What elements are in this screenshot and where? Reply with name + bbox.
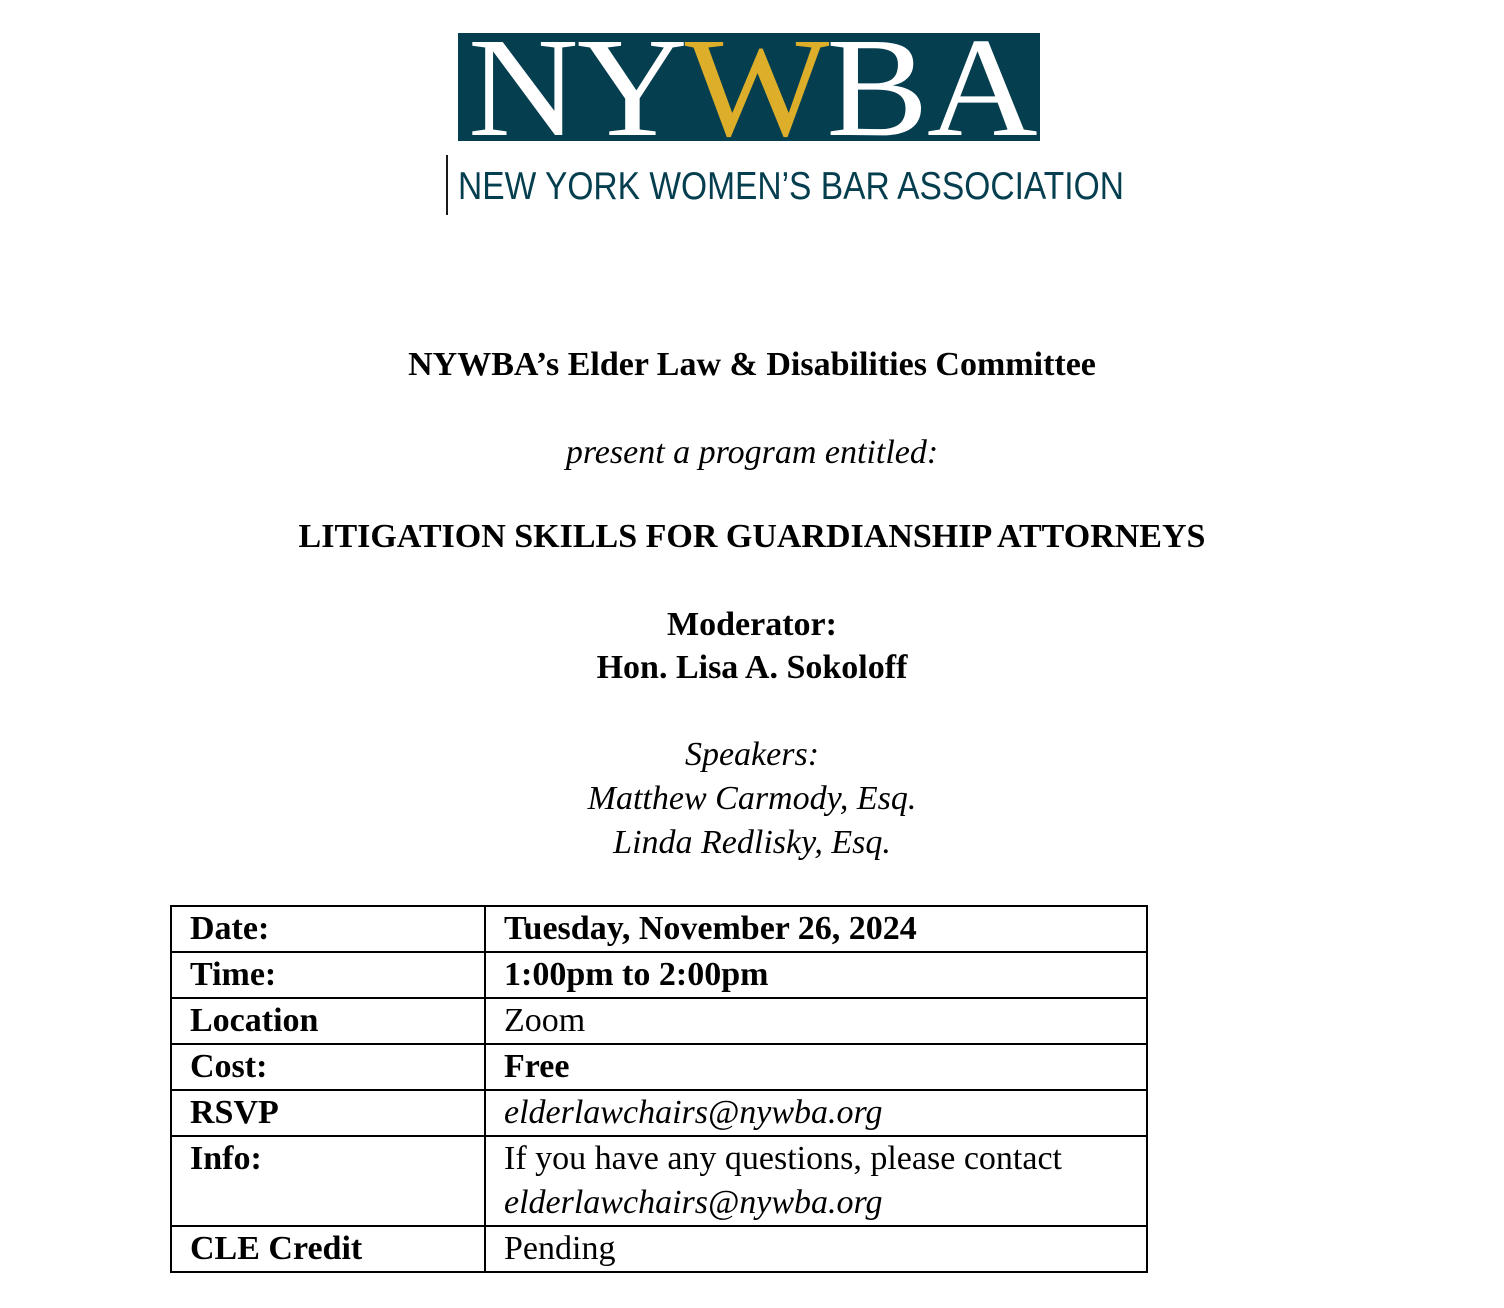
moderator-heading: Moderator:: [667, 606, 837, 643]
logo-tagline: NEW YORK WOMEN’S BAR ASSOCIATION: [458, 165, 1124, 208]
logo-divider: [446, 155, 448, 215]
details-label: Info:: [171, 1136, 485, 1226]
logo-letter-b: B: [826, 33, 929, 141]
details-label: RSVP: [171, 1090, 485, 1136]
details-label: Date:: [171, 906, 485, 952]
details-row-info: [171, 1136, 1147, 1226]
speaker-name: Linda Redlisky, Esq.: [613, 824, 891, 861]
speakers-heading: Speakers:: [684, 736, 820, 773]
logo-letter-w: W: [684, 33, 830, 141]
cle-credit-status: Pending: [485, 1226, 1147, 1272]
details-row-date: [171, 906, 1147, 952]
committee-heading: NYWBA’s Elder Law & Disabilities Committee: [408, 346, 1096, 383]
details-label: CLE Credit: [171, 1226, 485, 1272]
event-cost: Free: [485, 1044, 1147, 1090]
info-text: If you have any questions, please contact: [504, 1140, 1062, 1177]
event-time: 1:00pm to 2:00pm: [485, 952, 1147, 998]
event-date: Tuesday, November 26, 2024: [485, 906, 1147, 952]
logo-banner: [458, 33, 1040, 141]
details-row-location: [171, 998, 1147, 1044]
moderator-name: Hon. Lisa A. Sokoloff: [596, 649, 908, 686]
details-row-cost: [171, 1044, 1147, 1090]
program-intro: present a program entitled:: [565, 434, 939, 471]
moderator-section: [0, 603, 1504, 689]
info-cell: [485, 1136, 1147, 1226]
speakers-section: [0, 733, 1504, 865]
logo-letter-a: A: [927, 33, 1039, 141]
details-label: Location: [171, 998, 485, 1044]
logo-letter-n: N: [467, 33, 579, 141]
rsvp-email-link[interactable]: elderlawchairs@nywba.org: [485, 1090, 1147, 1136]
details-label: Time:: [171, 952, 485, 998]
details-row-rsvp: [171, 1090, 1147, 1136]
program-title: LITIGATION SKILLS FOR GUARDIANSHIP ATTORNEYS: [298, 518, 1206, 555]
details-label: Cost:: [171, 1044, 485, 1090]
event-details-table: [170, 905, 1148, 1273]
info-email-link[interactable]: elderlawchairs@nywba.org: [504, 1184, 883, 1221]
event-location: Zoom: [485, 998, 1147, 1044]
details-row-time: [171, 952, 1147, 998]
details-row-cle: [171, 1226, 1147, 1272]
nywba-logo: [446, 33, 1124, 215]
logo-letter-y: Y: [576, 33, 688, 141]
speaker-name: Matthew Carmody, Esq.: [587, 780, 917, 817]
